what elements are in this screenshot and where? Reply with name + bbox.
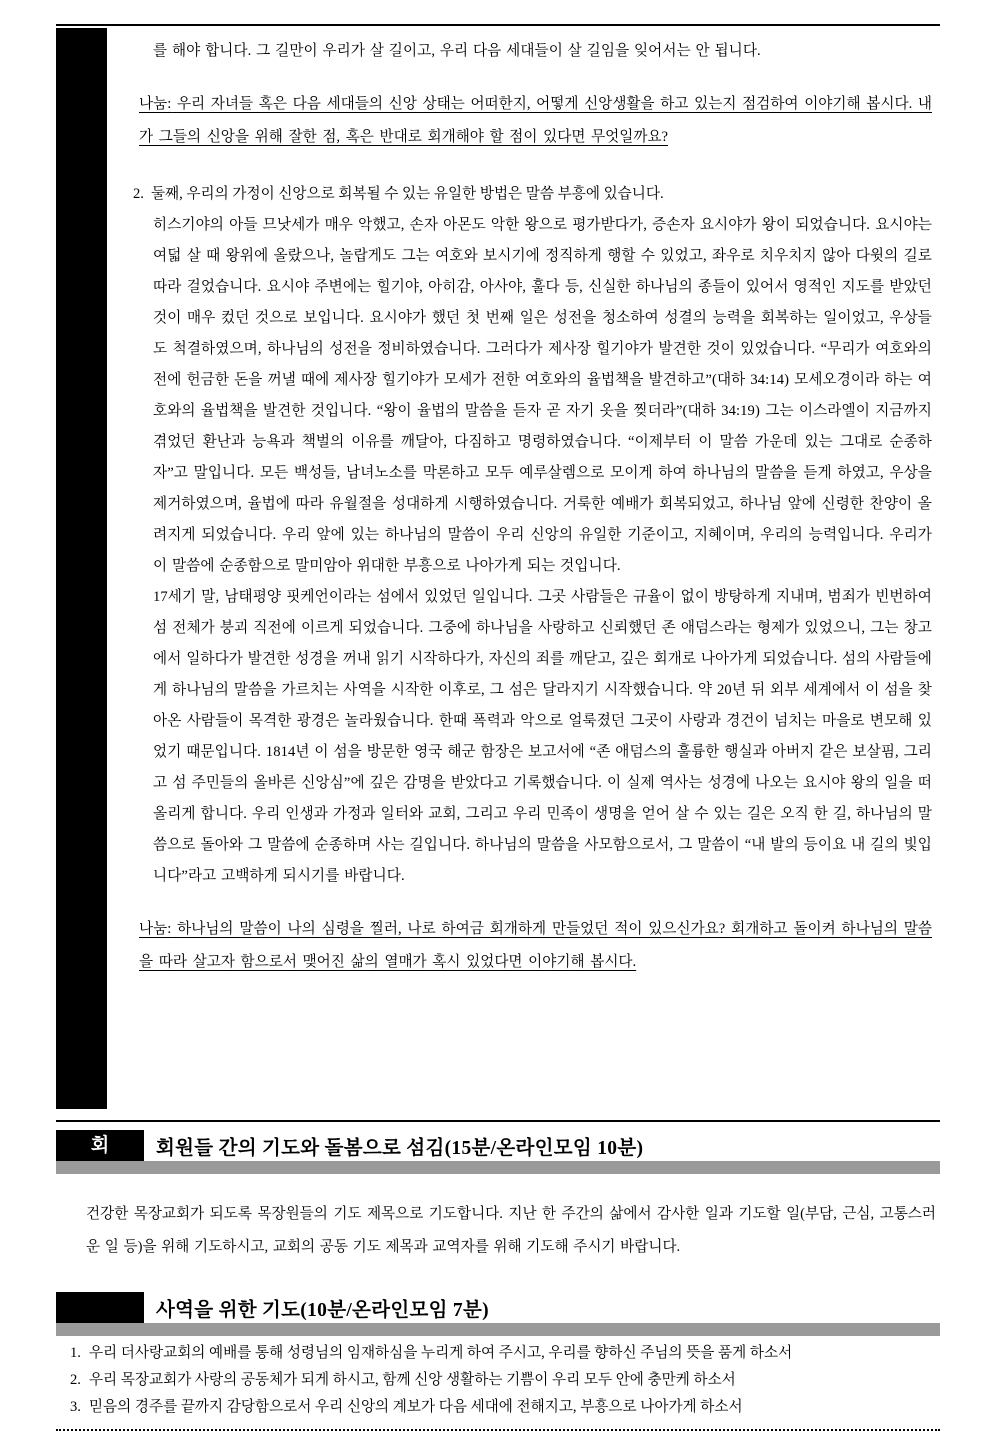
paragraph-pitcairn: 17세기 말, 남태평양 핏케언이라는 섬에서 있었던 일입니다. 그곳 사람들은 규율이 없이 방탕하게 지내며, 범죄가 빈번하여 섬 전체가 붕괴 직전에 이르게 되었습니다. 그중에 하나님을 사랑하고 신뢰했던 존 애덤스라는 형제가 있었으니, 그는 창고에서 일하다가 발견한 성경을 꺼내 읽기 시작하다가, 자신의 죄를 깨닫고, 깊은 회개로 나아가게 되었습니다. 섬의 사람들에게 하나님의 말씀을 가르치는 사역을 시작한 이후로, 그 섬은 달라지기 시작했습니다. 약 20년 뒤 외부 세계에서 이 섬을 찾아온 사람들이 목격한 광경은 놀라웠습니다. 한때 폭력과 악으로 얼룩졌던 그곳이 사랑과 경건이 넘치는 마을로 변모해 있었기 때문입니다. 1814년 이 섬을 방문한 영국 해군 함장은 보고서에 “존 애덤스의 훌륭한 행실과 아버지 같은 보살핌, 그리고 섬 주민들의 올바른 신앙심”에 깊은 감명을 받았다고 기록했습니다. 이 실제 역사는 성경에 나오는 요시야 왕의 일을 떠올리게 합니다. 우리 인생과 가정과 일터와 교회, 그리고 우리 민족이 생명을 얻어 살 수 있는 길은 오직 한 길, 하나님의 말씀으로 돌아와 그 말씀에 순종하며 사는 길입니다. 하나님의 말씀을 사모함으로서, 그 말씀이 “내 발의 등이요 내 길의 빛입니다”라고 고백하게 되시기를 바랍니다. <box>153 589 932 884</box>
ministry-gray-rule <box>56 1323 940 1336</box>
share-prompt-2 <box>119 913 934 979</box>
point-2-number: 2. <box>133 186 144 202</box>
point-2-heading <box>119 179 934 210</box>
left-black-margin-band <box>56 28 107 1109</box>
prayer-item-3-number: 3. <box>70 1399 81 1416</box>
ministry-prayer-list <box>56 1340 940 1421</box>
prayer-item-3-text: 믿음의 경주를 끝까지 감당함으로서 우리 신앙의 계보가 다음 세대에 전해지고, 부흥으로 나아가게 하소서 <box>88 1399 743 1416</box>
paragraph-josiah: 히스기야의 아들 므낫세가 매우 악했고, 손자 아몬도 악한 왕으로 평가받다가, 증손자 요시야가 왕이 되었습니다. 요시야는 여덟 살 때 왕위에 올랐으나, 놀랍게도 그는 여호와 보시기에 정직하게 행할 수 있었고, 좌우로 치우치지 않아 다윗의 길로 따라 걸었습니다. 요시야 주변에는 힐기야, 아히감, 아사야, 훌다 등, 신실한 하나님의 종들이 있어서 영적인 지도를 받았던 것이 매우 컸던 것으로 보입니다. 요시야가 했던 첫 번째 일은 성전을 청소하여 성결의 능력을 회복하는 일이었고, 우상들도 척결하였으며, 하나님의 성전을 정비하였습니다. 그러다가 제사장 힐기야가 발견한 것이 있었습니다. “무리가 여호와의 전에 헌금한 돈을 꺼낼 때에 제사장 힐기야가 모세가 전한 여호와의 율법책을 발견하고”(대하 34:14) 모세오경이라 하는 여호와의 율법책을 발견한 것입니다. “왕이 율법의 말씀을 듣자 곧 자기 옷을 찢더라”(대하 34:19) 그는 이스라엘이 지금까지 겪었던 환난과 능욕과 책벌의 이유를 깨달아, 다짐하고 명령하였습니다. “이제부터 이 말씀 가운데 있는 그대로 순종하자”고 말입니다. 모든 백성들, 남녀노소를 막론하고 모두 예루살렘으로 모이게 하여 하나님의 말씀을 듣게 하였고, 우상을 제거하였으며, 율법에 따라 유월절을 성대하게 시행하였습니다. 거룩한 예배가 회복되었고, 하나님 앞에 신령한 찬양이 올려지게 되었습니다. 우리 앞에 있는 하나님의 말씀이 우리 신앙의 유일한 기준이고, 지혜이며, 우리의 능력입니다. 우리가 이 말씀에 순종함으로 말미암아 위대한 부흥으로 나아가게 되는 것입니다. <box>153 217 932 574</box>
share-prompt-2-text: 하나님의 말씀이 나의 심령을 찔러, 나로 하여금 회개하게 만들었던 적이 있으신가요? 회개하고 돌이켜 하나님의 말씀을 따라 살고자 함으로서 맺어진 삶의 열매가 혹시 있었다면 이야기해 봅시다. <box>139 921 932 970</box>
point-2-text: 둘째, 우리의 가정이 신앙으로 회복될 수 있는 유일한 방법은 말씀 부흥에 있습니다. <box>150 186 664 202</box>
ministry-banner <box>56 1292 940 1323</box>
care-banner-tag: 회 <box>56 1130 144 1161</box>
care-banner-title: 회원들 간의 기도와 돌봄으로 섬김(15분/온라인모임 10분) <box>156 1137 644 1159</box>
lesson-body-content <box>107 26 940 979</box>
list-item <box>70 1394 940 1421</box>
list-item <box>70 1367 940 1394</box>
share-prompt-1-text: 우리 자녀들 혹은 다음 세대들의 신앙 상태는 어떠한지, 어떻게 신앙생활을 하고 있는지 점검하여 이야기해 봅시다. 내가 그들의 신앙을 위해 잘한 점, 혹은 반대로 회개해야 할 점이 있다면 무엇일까요? <box>139 96 932 145</box>
ministry-banner-title: 사역을 위한 기도(10분/온라인모임 7분) <box>156 1299 489 1321</box>
prayer-section <box>56 1120 940 1431</box>
prayer-item-2-number: 2. <box>70 1372 81 1389</box>
section-spacer <box>56 1278 940 1292</box>
care-body-text: 건강한 목장교회가 되도록 목장원들의 기도 제목으로 기도합니다. 지난 한 주간의 삶에서 감사한 일과 기도할 일(부담, 근심, 고통스러운 일 등)을 위해 기도하시고, 교회의 공동 기도 제목과 교역자를 위해 기도해 주시기 바랍니다. <box>86 1205 936 1255</box>
prayer-item-1-text: 우리 더사랑교회의 예배를 통해 성령님의 임재하심을 누리게 하여 주시고, 우리를 향하신 주님의 뜻을 품게 하소서 <box>88 1345 793 1362</box>
prayer-item-1-number: 1. <box>70 1345 81 1362</box>
continued-paragraph: 를 해야 합니다. 그 길만이 우리가 살 길이고, 우리 다음 세대들이 살 길임을 잊어서는 안 됩니다. <box>153 43 761 59</box>
share-prompt-1 <box>119 88 934 154</box>
list-item <box>70 1340 940 1367</box>
ministry-banner-tag <box>56 1292 144 1323</box>
share-prompt-2-label: 나눔: <box>139 921 172 937</box>
lesson-body-section <box>56 24 940 979</box>
care-banner <box>56 1130 940 1161</box>
share-prompt-1-label: 나눔: <box>139 96 172 112</box>
prayer-item-2-text: 우리 목장교회가 사랑의 공동체가 되게 하시고, 함께 신앙 생활하는 기쁨이 우리 모두 안에 충만케 하소서 <box>88 1372 736 1389</box>
care-gray-rule <box>56 1161 940 1174</box>
